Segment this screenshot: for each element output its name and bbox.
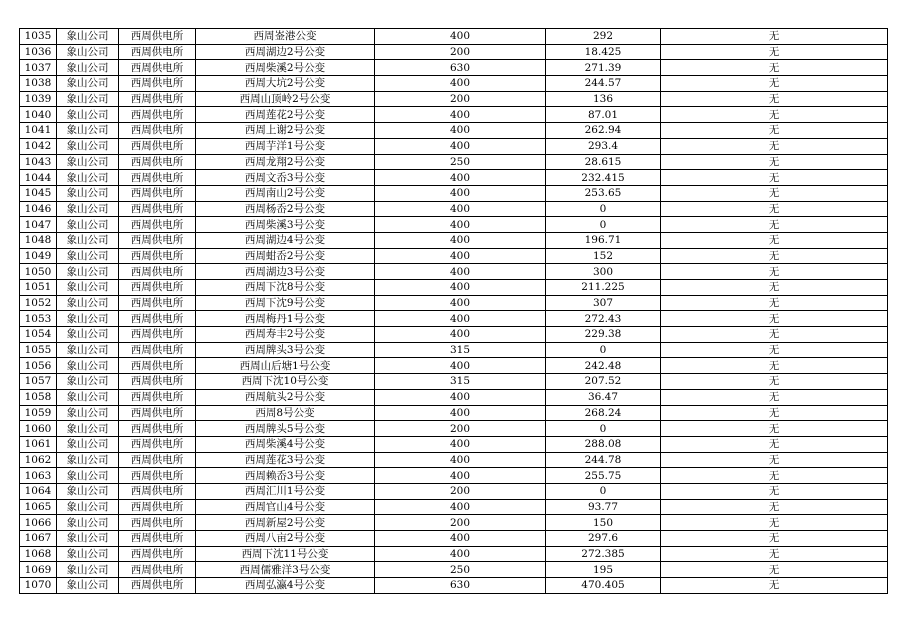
table-row bbox=[20, 452, 888, 468]
row-number-cell: 1065 bbox=[20, 499, 57, 515]
remark-cell: 无 bbox=[661, 389, 888, 405]
station-cell: 西周供电所 bbox=[119, 421, 196, 437]
row-number-cell: 1038 bbox=[20, 76, 57, 92]
remark-cell: 无 bbox=[661, 436, 888, 452]
table-row bbox=[20, 295, 888, 311]
remark-cell: 无 bbox=[661, 295, 888, 311]
company-cell: 象山公司 bbox=[57, 562, 119, 578]
row-number-cell: 1036 bbox=[20, 44, 57, 60]
transformer-name-cell: 西周芋洋1号公变 bbox=[196, 138, 375, 154]
load-cell: 18.425 bbox=[546, 44, 661, 60]
capacity-cell: 315 bbox=[375, 374, 546, 390]
remark-cell: 无 bbox=[661, 515, 888, 531]
row-number-cell: 1050 bbox=[20, 264, 57, 280]
remark-cell: 无 bbox=[661, 452, 888, 468]
station-cell: 西周供电所 bbox=[119, 76, 196, 92]
transformer-name-cell: 西周寿丰2号公变 bbox=[196, 327, 375, 343]
remark-cell: 无 bbox=[661, 170, 888, 186]
transformer-name-cell: 西周大坑2号公变 bbox=[196, 76, 375, 92]
transformer-name-cell: 西周下沈9号公变 bbox=[196, 295, 375, 311]
table-row bbox=[20, 562, 888, 578]
company-cell: 象山公司 bbox=[57, 468, 119, 484]
capacity-cell: 630 bbox=[375, 60, 546, 76]
station-cell: 西周供电所 bbox=[119, 60, 196, 76]
load-cell: 272.385 bbox=[546, 546, 661, 562]
company-cell: 象山公司 bbox=[57, 201, 119, 217]
station-cell: 西周供电所 bbox=[119, 468, 196, 484]
load-cell: 300 bbox=[546, 264, 661, 280]
remark-cell: 无 bbox=[661, 76, 888, 92]
company-cell: 象山公司 bbox=[57, 374, 119, 390]
transformer-name-cell: 西周柴溪2号公变 bbox=[196, 60, 375, 76]
transformer-name-cell: 西周湖边4号公变 bbox=[196, 232, 375, 248]
remark-cell: 无 bbox=[661, 327, 888, 343]
capacity-cell: 250 bbox=[375, 154, 546, 170]
row-number-cell: 1061 bbox=[20, 436, 57, 452]
station-cell: 西周供电所 bbox=[119, 170, 196, 186]
transformer-name-cell: 西周新屋2号公变 bbox=[196, 515, 375, 531]
row-number-cell: 1066 bbox=[20, 515, 57, 531]
station-cell: 西周供电所 bbox=[119, 452, 196, 468]
row-number-cell: 1057 bbox=[20, 374, 57, 390]
station-cell: 西周供电所 bbox=[119, 499, 196, 515]
station-cell: 西周供电所 bbox=[119, 358, 196, 374]
remark-cell: 无 bbox=[661, 232, 888, 248]
table-row bbox=[20, 107, 888, 123]
station-cell: 西周供电所 bbox=[119, 483, 196, 499]
capacity-cell: 400 bbox=[375, 405, 546, 421]
load-cell: 211.225 bbox=[546, 280, 661, 296]
remark-cell: 无 bbox=[661, 531, 888, 547]
load-cell: 0 bbox=[546, 483, 661, 499]
capacity-cell: 400 bbox=[375, 201, 546, 217]
remark-cell: 无 bbox=[661, 546, 888, 562]
row-number-cell: 1068 bbox=[20, 546, 57, 562]
row-number-cell: 1049 bbox=[20, 248, 57, 264]
transformer-name-cell: 西周杨岙2号公变 bbox=[196, 201, 375, 217]
station-cell: 西周供电所 bbox=[119, 531, 196, 547]
table-row bbox=[20, 123, 888, 139]
load-cell: 262.94 bbox=[546, 123, 661, 139]
company-cell: 象山公司 bbox=[57, 29, 119, 45]
company-cell: 象山公司 bbox=[57, 123, 119, 139]
capacity-cell: 400 bbox=[375, 311, 546, 327]
table-row bbox=[20, 531, 888, 547]
row-number-cell: 1035 bbox=[20, 29, 57, 45]
company-cell: 象山公司 bbox=[57, 452, 119, 468]
capacity-cell: 400 bbox=[375, 76, 546, 92]
remark-cell: 无 bbox=[661, 138, 888, 154]
row-number-cell: 1046 bbox=[20, 201, 57, 217]
row-number-cell: 1056 bbox=[20, 358, 57, 374]
capacity-cell: 250 bbox=[375, 562, 546, 578]
table-row bbox=[20, 60, 888, 76]
station-cell: 西周供电所 bbox=[119, 107, 196, 123]
row-number-cell: 1067 bbox=[20, 531, 57, 547]
capacity-cell: 400 bbox=[375, 452, 546, 468]
transformer-name-cell: 西周下沈10号公变 bbox=[196, 374, 375, 390]
remark-cell: 无 bbox=[661, 29, 888, 45]
company-cell: 象山公司 bbox=[57, 327, 119, 343]
table-row bbox=[20, 217, 888, 233]
company-cell: 象山公司 bbox=[57, 76, 119, 92]
capacity-cell: 400 bbox=[375, 264, 546, 280]
transformer-name-cell: 西周文岙3号公变 bbox=[196, 170, 375, 186]
station-cell: 西周供电所 bbox=[119, 327, 196, 343]
transformer-name-cell: 西周湖边3号公变 bbox=[196, 264, 375, 280]
table-row bbox=[20, 389, 888, 405]
row-number-cell: 1037 bbox=[20, 60, 57, 76]
capacity-cell: 200 bbox=[375, 421, 546, 437]
row-number-cell: 1069 bbox=[20, 562, 57, 578]
capacity-cell: 400 bbox=[375, 138, 546, 154]
row-number-cell: 1045 bbox=[20, 185, 57, 201]
table-row bbox=[20, 405, 888, 421]
capacity-cell: 630 bbox=[375, 578, 546, 594]
station-cell: 西周供电所 bbox=[119, 138, 196, 154]
company-cell: 象山公司 bbox=[57, 232, 119, 248]
row-number-cell: 1043 bbox=[20, 154, 57, 170]
company-cell: 象山公司 bbox=[57, 546, 119, 562]
company-cell: 象山公司 bbox=[57, 248, 119, 264]
remark-cell: 无 bbox=[661, 311, 888, 327]
station-cell: 西周供电所 bbox=[119, 44, 196, 60]
load-cell: 0 bbox=[546, 342, 661, 358]
station-cell: 西周供电所 bbox=[119, 264, 196, 280]
table-row bbox=[20, 138, 888, 154]
row-number-cell: 1053 bbox=[20, 311, 57, 327]
row-number-cell: 1041 bbox=[20, 123, 57, 139]
station-cell: 西周供电所 bbox=[119, 374, 196, 390]
table-row bbox=[20, 468, 888, 484]
transformer-name-cell: 西周牌头3号公变 bbox=[196, 342, 375, 358]
company-cell: 象山公司 bbox=[57, 499, 119, 515]
row-number-cell: 1070 bbox=[20, 578, 57, 594]
load-cell: 232.415 bbox=[546, 170, 661, 186]
station-cell: 西周供电所 bbox=[119, 154, 196, 170]
station-cell: 西周供电所 bbox=[119, 405, 196, 421]
load-cell: 470.405 bbox=[546, 578, 661, 594]
company-cell: 象山公司 bbox=[57, 60, 119, 76]
row-number-cell: 1052 bbox=[20, 295, 57, 311]
remark-cell: 无 bbox=[661, 405, 888, 421]
load-cell: 87.01 bbox=[546, 107, 661, 123]
capacity-cell: 200 bbox=[375, 91, 546, 107]
company-cell: 象山公司 bbox=[57, 515, 119, 531]
load-cell: 268.24 bbox=[546, 405, 661, 421]
company-cell: 象山公司 bbox=[57, 280, 119, 296]
station-cell: 西周供电所 bbox=[119, 578, 196, 594]
transformer-name-cell: 西周牌头5号公变 bbox=[196, 421, 375, 437]
table-row bbox=[20, 421, 888, 437]
company-cell: 象山公司 bbox=[57, 185, 119, 201]
table-body bbox=[20, 29, 888, 594]
load-cell: 242.48 bbox=[546, 358, 661, 374]
transformer-name-cell: 西周莲花2号公变 bbox=[196, 107, 375, 123]
transformer-name-cell: 西周梅丹1号公变 bbox=[196, 311, 375, 327]
table-row bbox=[20, 154, 888, 170]
transformer-name-cell: 西周莲花3号公变 bbox=[196, 452, 375, 468]
transformer-name-cell: 西周山顶岭2号公变 bbox=[196, 91, 375, 107]
remark-cell: 无 bbox=[661, 248, 888, 264]
table-row bbox=[20, 248, 888, 264]
row-number-cell: 1055 bbox=[20, 342, 57, 358]
capacity-cell: 400 bbox=[375, 531, 546, 547]
load-cell: 36.47 bbox=[546, 389, 661, 405]
company-cell: 象山公司 bbox=[57, 311, 119, 327]
station-cell: 西周供电所 bbox=[119, 311, 196, 327]
table-row bbox=[20, 436, 888, 452]
table-row bbox=[20, 232, 888, 248]
capacity-cell: 200 bbox=[375, 515, 546, 531]
company-cell: 象山公司 bbox=[57, 389, 119, 405]
load-cell: 293.4 bbox=[546, 138, 661, 154]
remark-cell: 无 bbox=[661, 483, 888, 499]
table-row bbox=[20, 358, 888, 374]
station-cell: 西周供电所 bbox=[119, 295, 196, 311]
capacity-cell: 400 bbox=[375, 436, 546, 452]
transformer-name-cell: 西周柴溪3号公变 bbox=[196, 217, 375, 233]
station-cell: 西周供电所 bbox=[119, 515, 196, 531]
company-cell: 象山公司 bbox=[57, 295, 119, 311]
remark-cell: 无 bbox=[661, 91, 888, 107]
capacity-cell: 400 bbox=[375, 327, 546, 343]
load-cell: 307 bbox=[546, 295, 661, 311]
table-row bbox=[20, 280, 888, 296]
capacity-cell: 400 bbox=[375, 280, 546, 296]
load-cell: 253.65 bbox=[546, 185, 661, 201]
capacity-cell: 400 bbox=[375, 123, 546, 139]
capacity-cell: 400 bbox=[375, 107, 546, 123]
remark-cell: 无 bbox=[661, 44, 888, 60]
transformer-name-cell: 西周南山2号公变 bbox=[196, 185, 375, 201]
load-cell: 292 bbox=[546, 29, 661, 45]
table-row bbox=[20, 29, 888, 45]
company-cell: 象山公司 bbox=[57, 107, 119, 123]
company-cell: 象山公司 bbox=[57, 358, 119, 374]
table-row bbox=[20, 311, 888, 327]
company-cell: 象山公司 bbox=[57, 138, 119, 154]
station-cell: 西周供电所 bbox=[119, 232, 196, 248]
row-number-cell: 1051 bbox=[20, 280, 57, 296]
company-cell: 象山公司 bbox=[57, 91, 119, 107]
load-cell: 195 bbox=[546, 562, 661, 578]
table-row bbox=[20, 91, 888, 107]
table-row bbox=[20, 327, 888, 343]
row-number-cell: 1042 bbox=[20, 138, 57, 154]
remark-cell: 无 bbox=[661, 562, 888, 578]
table-row bbox=[20, 44, 888, 60]
company-cell: 象山公司 bbox=[57, 154, 119, 170]
load-cell: 93.77 bbox=[546, 499, 661, 515]
remark-cell: 无 bbox=[661, 374, 888, 390]
load-cell: 28.615 bbox=[546, 154, 661, 170]
transformer-name-cell: 西周弘瀛4号公变 bbox=[196, 578, 375, 594]
table-row bbox=[20, 264, 888, 280]
row-number-cell: 1040 bbox=[20, 107, 57, 123]
table-row bbox=[20, 185, 888, 201]
transformer-name-cell: 西周山后塘1号公变 bbox=[196, 358, 375, 374]
capacity-cell: 400 bbox=[375, 389, 546, 405]
row-number-cell: 1047 bbox=[20, 217, 57, 233]
company-cell: 象山公司 bbox=[57, 578, 119, 594]
remark-cell: 无 bbox=[661, 280, 888, 296]
remark-cell: 无 bbox=[661, 185, 888, 201]
table-row bbox=[20, 499, 888, 515]
company-cell: 象山公司 bbox=[57, 483, 119, 499]
load-cell: 0 bbox=[546, 201, 661, 217]
load-cell: 0 bbox=[546, 421, 661, 437]
capacity-cell: 400 bbox=[375, 468, 546, 484]
load-cell: 150 bbox=[546, 515, 661, 531]
capacity-cell: 400 bbox=[375, 358, 546, 374]
row-number-cell: 1063 bbox=[20, 468, 57, 484]
company-cell: 象山公司 bbox=[57, 421, 119, 437]
station-cell: 西周供电所 bbox=[119, 201, 196, 217]
remark-cell: 无 bbox=[661, 264, 888, 280]
transformer-name-cell: 西周八亩2号公变 bbox=[196, 531, 375, 547]
transformer-name-cell: 西周蚶岙2号公变 bbox=[196, 248, 375, 264]
capacity-cell: 400 bbox=[375, 232, 546, 248]
remark-cell: 无 bbox=[661, 468, 888, 484]
transformer-name-cell: 西周柴溪4号公变 bbox=[196, 436, 375, 452]
transformer-name-cell: 西周赖岙3号公变 bbox=[196, 468, 375, 484]
load-cell: 244.57 bbox=[546, 76, 661, 92]
load-cell: 297.6 bbox=[546, 531, 661, 547]
transformer-name-cell: 西周下沈11号公变 bbox=[196, 546, 375, 562]
remark-cell: 无 bbox=[661, 578, 888, 594]
station-cell: 西周供电所 bbox=[119, 436, 196, 452]
capacity-cell: 315 bbox=[375, 342, 546, 358]
company-cell: 象山公司 bbox=[57, 436, 119, 452]
load-cell: 136 bbox=[546, 91, 661, 107]
load-cell: 229.38 bbox=[546, 327, 661, 343]
company-cell: 象山公司 bbox=[57, 170, 119, 186]
capacity-cell: 200 bbox=[375, 44, 546, 60]
remark-cell: 无 bbox=[661, 201, 888, 217]
capacity-cell: 400 bbox=[375, 248, 546, 264]
table-row bbox=[20, 374, 888, 390]
station-cell: 西周供电所 bbox=[119, 123, 196, 139]
capacity-cell: 400 bbox=[375, 29, 546, 45]
remark-cell: 无 bbox=[661, 123, 888, 139]
load-cell: 207.52 bbox=[546, 374, 661, 390]
remark-cell: 无 bbox=[661, 107, 888, 123]
remark-cell: 无 bbox=[661, 60, 888, 76]
table-row bbox=[20, 546, 888, 562]
load-cell: 255.75 bbox=[546, 468, 661, 484]
data-table bbox=[19, 28, 888, 594]
station-cell: 西周供电所 bbox=[119, 389, 196, 405]
table-row bbox=[20, 515, 888, 531]
station-cell: 西周供电所 bbox=[119, 29, 196, 45]
station-cell: 西周供电所 bbox=[119, 185, 196, 201]
capacity-cell: 200 bbox=[375, 483, 546, 499]
load-cell: 271.39 bbox=[546, 60, 661, 76]
transformer-name-cell: 西周崟港公变 bbox=[196, 29, 375, 45]
transformer-name-cell: 西周上谢2号公变 bbox=[196, 123, 375, 139]
station-cell: 西周供电所 bbox=[119, 342, 196, 358]
row-number-cell: 1048 bbox=[20, 232, 57, 248]
table-row bbox=[20, 76, 888, 92]
table-row bbox=[20, 578, 888, 594]
capacity-cell: 400 bbox=[375, 185, 546, 201]
remark-cell: 无 bbox=[661, 154, 888, 170]
station-cell: 西周供电所 bbox=[119, 280, 196, 296]
capacity-cell: 400 bbox=[375, 170, 546, 186]
remark-cell: 无 bbox=[661, 499, 888, 515]
load-cell: 244.78 bbox=[546, 452, 661, 468]
load-cell: 0 bbox=[546, 217, 661, 233]
table-row bbox=[20, 170, 888, 186]
station-cell: 西周供电所 bbox=[119, 248, 196, 264]
company-cell: 象山公司 bbox=[57, 264, 119, 280]
row-number-cell: 1054 bbox=[20, 327, 57, 343]
load-cell: 152 bbox=[546, 248, 661, 264]
capacity-cell: 400 bbox=[375, 217, 546, 233]
transformer-name-cell: 西周湖边2号公变 bbox=[196, 44, 375, 60]
transformer-name-cell: 西周下沈8号公变 bbox=[196, 280, 375, 296]
table-row bbox=[20, 201, 888, 217]
company-cell: 象山公司 bbox=[57, 217, 119, 233]
row-number-cell: 1059 bbox=[20, 405, 57, 421]
row-number-cell: 1058 bbox=[20, 389, 57, 405]
transformer-name-cell: 西周官山4号公变 bbox=[196, 499, 375, 515]
row-number-cell: 1044 bbox=[20, 170, 57, 186]
company-cell: 象山公司 bbox=[57, 531, 119, 547]
company-cell: 象山公司 bbox=[57, 44, 119, 60]
station-cell: 西周供电所 bbox=[119, 546, 196, 562]
company-cell: 象山公司 bbox=[57, 405, 119, 421]
row-number-cell: 1062 bbox=[20, 452, 57, 468]
transformer-name-cell: 西周汇川1号公变 bbox=[196, 483, 375, 499]
transformer-name-cell: 西周8号公变 bbox=[196, 405, 375, 421]
capacity-cell: 400 bbox=[375, 295, 546, 311]
load-cell: 196.71 bbox=[546, 232, 661, 248]
capacity-cell: 400 bbox=[375, 546, 546, 562]
load-cell: 272.43 bbox=[546, 311, 661, 327]
capacity-cell: 400 bbox=[375, 499, 546, 515]
row-number-cell: 1064 bbox=[20, 483, 57, 499]
table-row bbox=[20, 483, 888, 499]
remark-cell: 无 bbox=[661, 358, 888, 374]
transformer-name-cell: 西周航头2号公变 bbox=[196, 389, 375, 405]
remark-cell: 无 bbox=[661, 421, 888, 437]
transformer-name-cell: 西周龙翔2号公变 bbox=[196, 154, 375, 170]
station-cell: 西周供电所 bbox=[119, 217, 196, 233]
remark-cell: 无 bbox=[661, 342, 888, 358]
table-row bbox=[20, 342, 888, 358]
row-number-cell: 1039 bbox=[20, 91, 57, 107]
station-cell: 西周供电所 bbox=[119, 91, 196, 107]
load-cell: 288.08 bbox=[546, 436, 661, 452]
station-cell: 西周供电所 bbox=[119, 562, 196, 578]
row-number-cell: 1060 bbox=[20, 421, 57, 437]
remark-cell: 无 bbox=[661, 217, 888, 233]
company-cell: 象山公司 bbox=[57, 342, 119, 358]
transformer-name-cell: 西周儒雅洋3号公变 bbox=[196, 562, 375, 578]
